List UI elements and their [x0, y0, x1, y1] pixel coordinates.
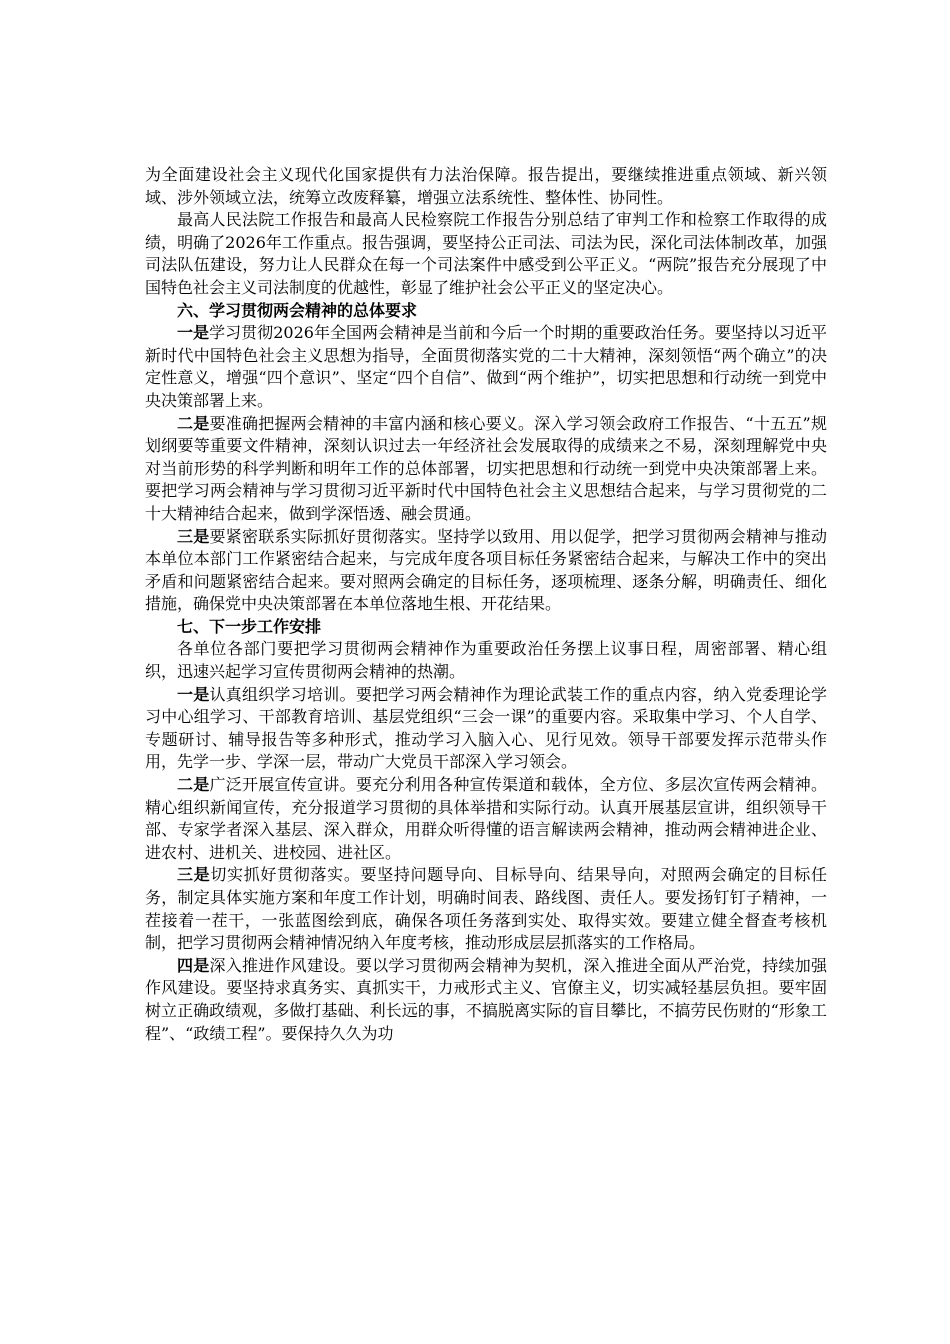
paragraph-lead: 一是	[177, 684, 210, 704]
paragraph-text: 要准确把握两会精神的丰富内涵和核心要义。深入学习领会政府工作报告、“十五五”规划纲要等重要文件精神，深刻认识过去一年经济社会发展取得的成绩来之不易，深刻理解党中央对当前形势的科学判断和明年工作的总体部署，切实把思想和行动统一到党中央决策部署上来。要把学习两会精神与学习贯彻习近平新时代中国特色社会主义思想结合起来，与学习贯彻党的二十大精神结合起来，做到学深悟透、融会贯通。	[145, 413, 827, 523]
paragraph-text: 各单位各部门要把学习贯彻两会精神作为重要政治任务摆上议事日程，周密部署、精心组织，迅速兴起学习宣传贯彻两会精神的热潮。	[145, 639, 827, 682]
paragraph-text: 最高人民法院工作报告和最高人民检察院工作报告分别总结了审判工作和检察工作取得的成绩，明确了2026年工作重点。报告强调，要坚持公正司法、司法为民，深化司法体制改革，加强司法队伍建设，努力让人民群众在每一个司法案件中感受到公平正义。“两院”报告充分展现了中国特色社会主义司法制度的优越性，彰显了维护社会公平正义的坚定决心。	[145, 210, 827, 297]
paragraph-text: 为全面建设社会主义现代化国家提供有力法治保障。报告提出，要继续推进重点领域、新兴领域、涉外领域立法，统筹立改废释纂，增强立法系统性、整体性、协同性。	[145, 165, 827, 207]
paragraph-text: 要紧密联系实际抓好贯彻落实。坚持学以致用、用以促学，把学习贯彻两会精神与推动本单位本部门工作紧密结合起来，与完成年度各项目标任务紧密结合起来，与解决工作中的突出矛盾和问题紧密结合起来。要对照两会确定的目标任务，逐项梳理、逐条分解，明确责任、细化措施，确保党中央决策部署在本单位落地生根、开花结果。	[145, 526, 827, 614]
paragraph-arrangement-2	[145, 774, 827, 864]
paragraph-lead: 一是	[177, 323, 210, 343]
paragraph-text: 学习贯彻2026年全国两会精神是当前和今后一个时期的重要政治任务。要坚持以习近平新时代中国特色社会主义思想为指导，全面贯彻落实党的二十大精神，深刻领悟“两个确立”的决定性意义，增强“四个意识”、坚定“四个自信”、做到“两个维护”，切实把思想和行动统一到党中央决策部署上来。	[145, 323, 827, 410]
section-heading-6: 六、学习贯彻两会精神的总体要求	[177, 300, 418, 320]
paragraph-arrangement-3	[145, 864, 827, 954]
paragraph-text: 广泛开展宣传宣讲。要充分利用各种宣传渠道和载体，全方位、多层次宣传两会精神。精心组织新闻宣传，充分报道学习贯彻的具体举措和实际行动。认真开展基层宣讲，组织领导干部、专家学者深入基层、深入群众，用群众听得懂的语言解读两会精神，推动两会精神进企业、进农村、进机关、进校园、进社区。	[145, 775, 827, 862]
paragraph-lead: 四是	[177, 955, 210, 975]
document-page	[145, 164, 827, 1045]
paragraph-requirement-1	[145, 322, 827, 412]
paragraph-arrangement-1	[145, 684, 827, 774]
paragraph-arrangement-4	[145, 955, 827, 1045]
paragraph-legal-guarantee	[145, 164, 827, 209]
paragraph-lead: 三是	[177, 526, 210, 546]
paragraph-text: 认真组织学习培训。要把学习两会精神作为理论武装工作的重点内容，纳入党委理论学习中心组学习、干部教育培训、基层党组织“三会一课”的重要内容。采取集中学习、个人自学、专题研讨、辅导报告等多种形式，推动学习入脑入心、见行见效。领导干部要发挥示范带头作用，先学一步、学深一层，带动广大党员干部深入学习领会。	[145, 684, 827, 772]
paragraph-text: 深入推进作风建设。要以学习贯彻两会精神为契机，深入推进全面从严治党，持续加强作风建设。要坚持求真务实、真抓实干，力戒形式主义、官僚主义，切实减轻基层负担。要牢固树立正确政绩观，多做打基础、利长远的事，不搞脱离实际的盲目攀比，不搞劳民伤财的“形象工程”、“政绩工程”。要保持久久为功	[145, 955, 827, 1043]
paragraph-lead: 三是	[177, 865, 211, 885]
paragraph-two-courts	[145, 209, 827, 299]
paragraph-requirement-3	[145, 526, 827, 616]
paragraph-arrangement-intro	[145, 638, 827, 683]
paragraph-text: 切实抓好贯彻落实。要坚持问题导向、目标导向、结果导向，对照两会确定的目标任务，制定具体实施方案和年度工作计划，明确时间表、路线图、责任人。要发扬钉钉子精神，一茬接着一茬干，一张蓝图绘到底，确保各项任务落到实处、取得实效。要建立健全督查考核机制，把学习贯彻两会精神情况纳入年度考核，推动形成层层抓落实的工作格局。	[145, 865, 827, 953]
paragraph-requirement-2	[145, 413, 827, 526]
paragraph-lead: 二是	[177, 413, 210, 433]
paragraph-lead: 二是	[177, 775, 210, 795]
section-heading-7: 七、下一步工作安排	[177, 616, 322, 636]
